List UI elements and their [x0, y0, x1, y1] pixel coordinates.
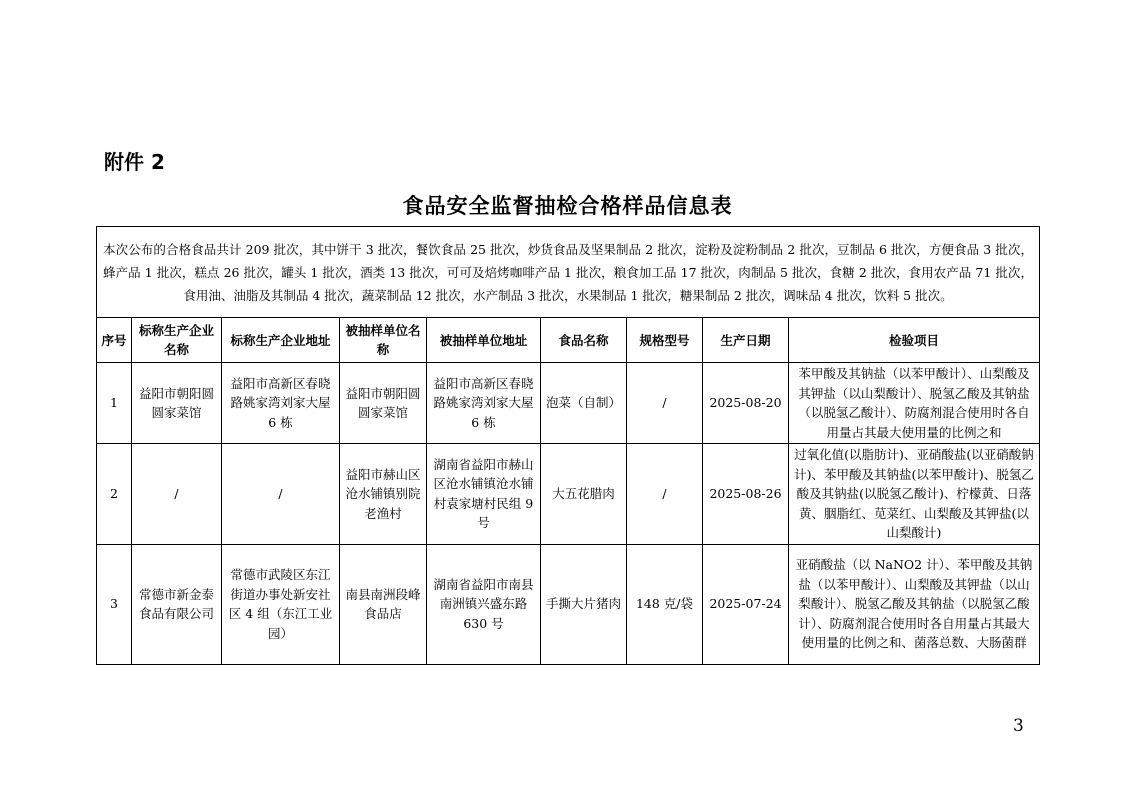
- summary-row: [97, 227, 1040, 318]
- cell-producer-address: 常德市武陵区东江街道办事处新安社区 4 组（东江工业园）: [222, 544, 340, 664]
- header-spec: 规格型号: [627, 318, 703, 363]
- cell-spec: /: [627, 444, 703, 545]
- cell-producer-address: 益阳市高新区春晓路姚家湾刘家大屋 6 栋: [222, 363, 340, 444]
- header-food-name: 食品名称: [541, 318, 627, 363]
- document-title: 食品安全监督抽检合格样品信息表: [402, 194, 733, 218]
- summary-text: 本次公布的合格食品共计 209 批次，其中饼干 3 批次，餐饮食品 25 批次，炒货食品及坚果制品 2 批次，淀粉及淀粉制品 2 批次，豆制品 6 批次，方便食品 3 批次，蜂产品 1 批次，糕点 26 批次，罐头 1 批次，酒类 13 批次，可可及焙烤咖啡产品 1 批次，粮食加工品 17 批次，肉制品 5 批次，食糖 2 批次，食用农产品 71 批次，食用油、油脂及其制品 4 批次，蔬菜制品 12 批次，水产制品 3 批次，水果制品 1 批次，糖果制品 2 批次，调味品 4 批次，饮料 5 批次。: [97, 227, 1040, 318]
- cell-food-name: 泡菜（自制）: [541, 363, 627, 444]
- cell-production-date: 2025-08-26: [703, 444, 789, 545]
- cell-producer-address: /: [222, 444, 340, 545]
- page-number: 3: [1013, 716, 1024, 736]
- cell-sampled-address: 益阳市高新区春晓路姚家湾刘家大屋 6 栋: [427, 363, 541, 444]
- table-row: [97, 444, 1040, 545]
- cell-producer: 益阳市朝阳圆圆家菜馆: [132, 363, 222, 444]
- cell-test-items: 亚硝酸盐（以 NaNO2 计）、苯甲酸及其钠盐（以苯甲酸计）、山梨酸及其钾盐（以山梨酸计）、脱氢乙酸及其钠盐（以脱氢乙酸计）、防腐剂混合使用时各自用量占其最大使用量的比例之和、菌落总数、大肠菌群: [789, 544, 1040, 664]
- cell-sampled-address: 湖南省益阳市赫山区沧水铺镇沧水铺村袁家塘村民组 9 号: [427, 444, 541, 545]
- header-producer-address: 标称生产企业地址: [222, 318, 340, 363]
- cell-test-items: 过氧化值(以脂肪计)、亚硝酸盐(以亚硝酸钠计)、苯甲酸及其钠盐(以苯甲酸计)、脱氢乙酸及其钠盐(以脱氢乙酸计)、柠檬黄、日落黄、胭脂红、苋菜红、山梨酸及其钾盐(以山梨酸计): [789, 444, 1040, 545]
- header-row: [97, 318, 1040, 363]
- cell-production-date: 2025-08-20: [703, 363, 789, 444]
- cell-seq: 3: [97, 544, 132, 664]
- attachment-label: 附件 2: [104, 150, 165, 174]
- cell-seq: 2: [97, 444, 132, 545]
- table-row: [97, 544, 1040, 664]
- header-producer: 标称生产企业名称: [132, 318, 222, 363]
- cell-sampled-unit: 益阳市赫山区沧水铺镇别院老渔村: [340, 444, 427, 545]
- cell-seq: 1: [97, 363, 132, 444]
- cell-sampled-unit: 南县南洲段峰食品店: [340, 544, 427, 664]
- cell-spec: 148 克/袋: [627, 544, 703, 664]
- cell-producer: /: [132, 444, 222, 545]
- table-row: [97, 363, 1040, 444]
- cell-producer: 常德市新金泰食品有限公司: [132, 544, 222, 664]
- header-test-items: 检验项目: [789, 318, 1040, 363]
- header-production-date: 生产日期: [703, 318, 789, 363]
- header-sampled-unit: 被抽样单位名称: [340, 318, 427, 363]
- cell-production-date: 2025-07-24: [703, 544, 789, 664]
- cell-spec: /: [627, 363, 703, 444]
- cell-sampled-address: 湖南省益阳市南县南洲镇兴盛东路 630 号: [427, 544, 541, 664]
- cell-food-name: 手撕大片猪肉: [541, 544, 627, 664]
- header-seq: 序号: [97, 318, 132, 363]
- qualified-samples-table: [96, 226, 1040, 665]
- header-sampled-address: 被抽样单位地址: [427, 318, 541, 363]
- cell-food-name: 大五花腊肉: [541, 444, 627, 545]
- cell-test-items: 苯甲酸及其钠盐（以苯甲酸计）、山梨酸及其钾盐（以山梨酸计）、脱氢乙酸及其钠盐（以脱氢乙酸计）、防腐剂混合使用时各自用量占其最大使用量的比例之和: [789, 363, 1040, 444]
- cell-sampled-unit: 益阳市朝阳圆圆家菜馆: [340, 363, 427, 444]
